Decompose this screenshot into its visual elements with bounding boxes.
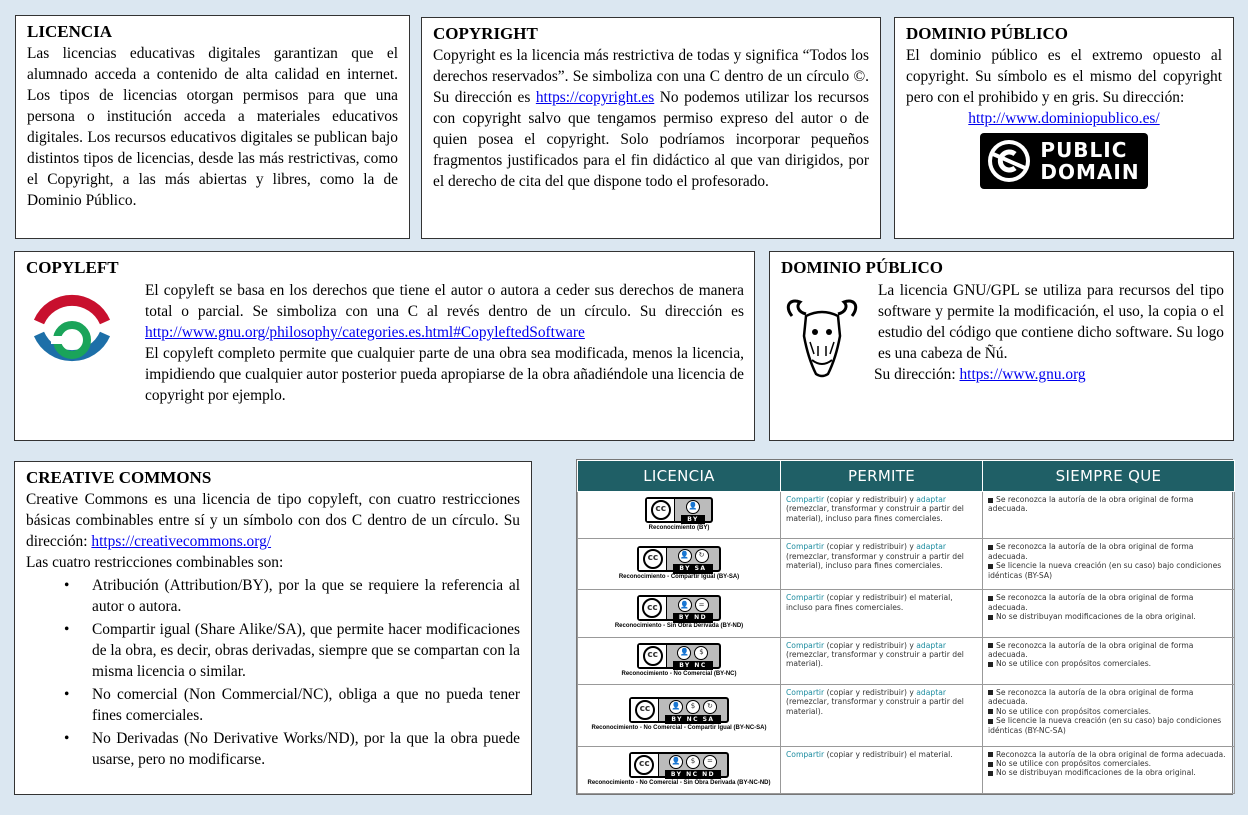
- cc-icon: cc: [634, 755, 654, 775]
- gnu-head-icon: [782, 296, 862, 380]
- condition-text: No se distribuyan modificaciones de la obra original.: [996, 768, 1196, 778]
- permite-text: Compartir: [786, 495, 825, 504]
- by-icon: 👤: [678, 549, 692, 563]
- dominio-link-line: [906, 108, 1222, 129]
- condition-item: [988, 759, 1229, 768]
- permite-text: (remezclar, transformar y construir a partir del material), incluso para fines comerciales.: [786, 551, 964, 571]
- condition-item: [988, 593, 1229, 612]
- license-name: Reconocimiento (BY): [648, 524, 710, 531]
- cc-icon: cc: [642, 598, 662, 618]
- cc-icon: cc: [635, 700, 655, 720]
- cc-license-badge: [637, 595, 721, 621]
- pd-line2: DOMAIN: [1040, 160, 1140, 184]
- siempre-que-cell: [983, 590, 1235, 637]
- copyright-panel: [421, 17, 881, 239]
- permite-cell: [781, 746, 983, 793]
- siempre-que-cell: [983, 684, 1235, 746]
- copyright-text: [433, 45, 869, 192]
- condition-text: Reconozca la autoría de la obra original de forma adecuada.: [996, 749, 1226, 759]
- license-name: Reconocimiento - No Comercial - Compartir Igual (BY-NC-SA): [591, 725, 767, 732]
- header-siempre-que: SIEMPRE QUE: [983, 461, 1235, 492]
- siempre-que-cell: [983, 539, 1235, 590]
- public-domain-logo: [906, 133, 1222, 189]
- nc-icon: $: [686, 755, 700, 769]
- cc-icon: cc: [651, 500, 671, 520]
- copyleft-text-2: El copyleft completo permite que cualquier parte de una obra sea modificada, menos la licencia, impidiendo que cualquier autor posterior pueda apropiarse de la obra añadiéndole una licencia de copyright por ejemplo.: [145, 345, 744, 404]
- cc-license-badge: [645, 497, 713, 523]
- gnu-text: La licencia GNU/GPL se utiliza para recursos del tipo software y permite la modificación, el uso, la copia o el estudio del código que contiene dicho software. Su logo es una cabeza de Ñú.: [878, 282, 1224, 362]
- bullet-square-icon: [988, 545, 993, 550]
- condition-text: Se licencie la nueva creación (en su caso) bajo condiciones idénticas (BY-NC-SA): [988, 716, 1222, 735]
- pd-line1: PUBLIC: [1040, 138, 1128, 162]
- copyleft-link[interactable]: http://www.gnu.org/philosophy/categories.es.html#CopyleftedSoftware: [145, 324, 585, 341]
- list-item: • Atribución (Attribution/BY), por la que se requiere la referencia al autor o autora.: [64, 577, 520, 615]
- copyright-title: COPYRIGHT: [433, 24, 538, 43]
- table-row: [578, 684, 1235, 746]
- license-codes: BY NC ND: [665, 770, 721, 779]
- license-cell: [578, 492, 781, 539]
- table-row: [578, 590, 1235, 637]
- bullet-square-icon: [988, 762, 993, 767]
- siempre-que-cell: [983, 492, 1235, 539]
- condition-item: [988, 561, 1229, 580]
- bullet-square-icon: [988, 596, 993, 601]
- table-header-row: [578, 461, 1235, 492]
- bullet-square-icon: [988, 709, 993, 714]
- license-cell: [578, 637, 781, 684]
- cc-license-badge: [629, 697, 728, 723]
- by-icon: 👤: [669, 700, 683, 714]
- license-codes: BY SA: [673, 564, 712, 573]
- bullet-square-icon: [988, 643, 993, 648]
- permite-text: Compartir: [786, 687, 825, 697]
- creative-commons-panel: [14, 461, 532, 795]
- by-icon: 👤: [678, 598, 692, 612]
- gnu-address: [874, 364, 1224, 385]
- bullet-square-icon: [988, 771, 993, 776]
- permite-text: (copiar y redistribuir) y: [824, 687, 917, 697]
- cc-license-badge: [637, 643, 721, 669]
- license-cell: [578, 684, 781, 746]
- dominio-text: El dominio público es el extremo opuesto al copyright. Su símbolo es el mismo del copyright pero con el prohibido y en gris. Su dirección:: [906, 47, 1222, 106]
- dominio-publico-panel: [894, 17, 1234, 239]
- siempre-que-cell: [983, 637, 1235, 684]
- permite-text: (copiar y redistribuir) y: [824, 640, 917, 650]
- licencia-panel: [15, 15, 410, 239]
- permite-text: Compartir: [786, 640, 825, 650]
- permite-text: (remezclar, transformar y construir a partir del material).: [786, 650, 964, 669]
- gnu-logo: [782, 296, 862, 385]
- nc-icon: $: [686, 700, 700, 714]
- public-domain-icon: [984, 136, 1034, 186]
- condition-item: [988, 750, 1229, 759]
- license-cell: [578, 746, 781, 793]
- by-icon: 👤: [677, 646, 691, 660]
- license-cell: [578, 539, 781, 590]
- permite-cell: [781, 590, 983, 637]
- copyleft-title: COPYLEFT: [26, 258, 119, 277]
- permite-text: Compartir: [786, 749, 825, 759]
- cc-link[interactable]: https://creativecommons.org/: [91, 533, 272, 550]
- permite-text: (copiar y redistribuir) el material.: [824, 749, 953, 759]
- table-row: [578, 492, 1235, 539]
- license-codes: BY NC: [673, 661, 713, 670]
- bullet-square-icon: [988, 752, 993, 757]
- permite-text: (remezclar, transformar y construir a partir del material), incluso para fines comerciales.: [786, 504, 964, 523]
- permite-cell: [781, 492, 983, 539]
- table-row: [578, 539, 1235, 590]
- cc-text-1: Creative Commons es una licencia de tipo copyleft, con cuatro restricciones básicas combinables entre sí y un símbolo con dos C dentro de un círculo. Su dirección:: [26, 491, 520, 550]
- bullet-square-icon: [988, 719, 993, 724]
- list-item: • Compartir igual (Share Alike/SA), que permite hacer modificaciones de la obra, es decir, obras derivadas, siempre que se compartan con la misma licencia o similar.: [64, 621, 521, 680]
- header-licencia: LICENCIA: [578, 461, 781, 492]
- licencia-title: LICENCIA: [27, 22, 113, 41]
- copyleft-text-1: El copyleft se basa en los derechos que tiene el autor o autora a ceder sus derechos de manera total o parcial. Se simboliza con una C al revés dentro de un círculo. Su dirección es: [145, 282, 744, 320]
- license-name: Reconocimiento - Sin Obra Derivada (BY-ND): [614, 623, 744, 630]
- cc-licenses-table: [576, 459, 1233, 795]
- license-name: Reconocimiento - No Comercial - Sin Obra Derivada (BY-NC-ND): [587, 779, 771, 786]
- copyright-text-2: No podemos utilizar los recursos con copyright salvo que tengamos permiso expreso del autor o de quien posea el copyright. Solo podríamos incorporar pequeños fragmentos justificados para el fin didáctico al que van dirigidos, por el derecho de cita del que dispone todo el profesorado.: [433, 89, 870, 190]
- list-item: • No comercial (Non Commercial/NC), obliga a que no pueda tener fines comerciales.: [64, 686, 520, 724]
- copyleft-logo: [29, 292, 115, 383]
- permite-text: adaptar: [916, 495, 946, 504]
- license-cell: [578, 590, 781, 637]
- cc-license-badge: [629, 752, 729, 778]
- gnu-link[interactable]: https://www.gnu.org: [959, 366, 1086, 383]
- permite-text: Compartir: [786, 542, 825, 552]
- bullet-square-icon: [988, 564, 993, 569]
- permite-text: (copiar y redistribuir) y: [824, 542, 917, 552]
- cc-restrictions-list: [64, 575, 520, 770]
- by-icon: 👤: [686, 500, 700, 514]
- condition-item: [988, 612, 1229, 621]
- licencia-text: Las licencias educativas digitales garantizan que el alumnado acceda a contenido de alta calidad en internet. Los tipos de licencias otorgan permisos para que una persona o institución acceda a materiales educativos digitales. Los recursos educativos digitales se publican bajo distintos tipos de licencias, desde las más restrictivas, como el Copyright, a las más abiertas y libres, como la de Dominio Público.: [27, 45, 398, 209]
- permite-text: (copiar y redistribuir) y: [824, 495, 917, 504]
- cc-text: [26, 489, 520, 552]
- license-codes: BY: [681, 515, 705, 524]
- condition-text: Se licencie la nueva creación (en su caso) bajo condiciones idénticas (BY-SA): [988, 561, 1222, 580]
- condition-item: [988, 659, 1229, 668]
- copyright-text-1: Copyright es la licencia más restrictiva de todas y significa “Todos los derechos reservados”. Se simboliza con una C dentro de un círculo ©. Su dirección es: [433, 47, 869, 106]
- condition-text: No se distribuyan modificaciones de la obra original.: [996, 612, 1196, 622]
- permite-text: adaptar: [916, 542, 946, 552]
- sa-icon: ↻: [703, 700, 717, 714]
- permite-text: (copiar y redistribuir) el material, incluso para fines comerciales.: [786, 593, 953, 612]
- gnu-address-label: Su dirección:: [874, 366, 960, 383]
- cc-title: CREATIVE COMMONS: [26, 468, 212, 487]
- permite-cell: [781, 684, 983, 746]
- table-body: [578, 492, 1235, 794]
- license-codes: BY ND: [673, 613, 713, 622]
- condition-text: No se utilice con propósitos comerciales.: [996, 706, 1152, 716]
- license-name: Reconocimiento - No Comercial (BY-NC): [621, 670, 737, 677]
- cc-icon: cc: [643, 646, 663, 666]
- condition-text: Se reconozca la autoría de la obra original de forma adecuada.: [988, 495, 1194, 514]
- copyleft-icon: [29, 292, 115, 378]
- permite-text: adaptar: [916, 640, 946, 650]
- copyleft-panel: [14, 251, 755, 441]
- license-codes: BY NC SA: [665, 715, 720, 724]
- cc-text-2: Las cuatro restricciones combinables son:: [26, 554, 284, 571]
- condition-item: [988, 707, 1229, 716]
- cc-license-badge: [637, 546, 720, 572]
- bullet-square-icon: [988, 690, 993, 695]
- permite-cell: [781, 539, 983, 590]
- copyleft-text: [145, 280, 744, 406]
- condition-text: No se utilice con propósitos comerciales.: [996, 659, 1152, 669]
- bullet-square-icon: [988, 662, 993, 667]
- permite-text: adaptar: [916, 687, 946, 697]
- permite-text: (remezclar, transformar y construir a partir del material).: [786, 697, 964, 716]
- nd-icon: =: [695, 598, 709, 612]
- gnu-panel: [769, 251, 1234, 441]
- condition-item: [988, 688, 1229, 707]
- condition-item: [988, 495, 1229, 514]
- by-icon: 👤: [669, 755, 683, 769]
- condition-text: Se reconozca la autoría de la obra original de forma adecuada.: [988, 542, 1194, 561]
- nd-icon: =: [703, 755, 717, 769]
- siempre-que-cell: [983, 746, 1235, 793]
- condition-item: [988, 542, 1229, 561]
- cc-icon: cc: [643, 549, 663, 569]
- condition-text: Se reconozca la autoría de la obra original de forma adecuada.: [988, 687, 1194, 707]
- table-row: [578, 746, 1235, 793]
- bullet-square-icon: [988, 615, 993, 620]
- list-item: • No Derivadas (No Derivative Works/ND), por la que la obra puede usarse, pero no modificarse.: [64, 730, 520, 768]
- permite-text: Compartir: [786, 593, 825, 603]
- table-row: [578, 637, 1235, 684]
- license-name: Reconocimiento - Compartir Igual (BY-SA): [618, 574, 740, 581]
- nc-icon: $: [694, 646, 708, 660]
- condition-text: No se utilice con propósitos comerciales.: [996, 759, 1152, 769]
- dominio-title: DOMINIO PÚBLICO: [906, 24, 1068, 43]
- copyright-link[interactable]: https://copyright.es: [535, 89, 655, 106]
- permite-cell: [781, 637, 983, 684]
- dominio-link[interactable]: http://www.dominiopublico.es/: [968, 110, 1160, 127]
- condition-item: [988, 716, 1229, 735]
- header-permite: PERMITE: [781, 461, 983, 492]
- condition-text: Se reconozca la autoría de la obra original de forma adecuada.: [988, 593, 1194, 612]
- condition-item: [988, 641, 1229, 660]
- gnu-title: DOMINIO PÚBLICO: [781, 258, 943, 277]
- condition-item: [988, 768, 1229, 777]
- sa-icon: ↻: [695, 549, 709, 563]
- bullet-square-icon: [988, 498, 993, 503]
- condition-text: Se reconozca la autoría de la obra original de forma adecuada.: [988, 640, 1194, 660]
